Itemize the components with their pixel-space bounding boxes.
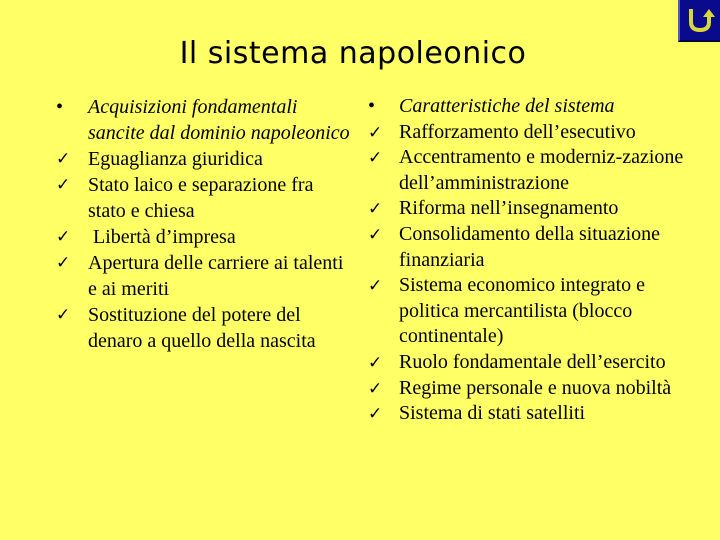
checkmark-icon: ✓	[56, 253, 71, 272]
list-item: ✓ Ruolo fondamentale dell’esercito	[368, 350, 708, 376]
list-item: ✓ Sistema economico integrato e politica mercantilista (blocco continentale)	[368, 274, 646, 348]
list-item: ✓ Libertà d’impresa	[56, 226, 236, 248]
checkmark-icon: ✓	[56, 305, 71, 324]
list-item: ✓ Apertura delle carriere ai talenti e ai meriti	[56, 252, 344, 300]
checkmark-icon: ✓	[368, 199, 383, 219]
checkmark-icon: ✓	[368, 352, 383, 372]
list-item: ✓ Riforma nell’insegnamento	[368, 196, 708, 222]
checkmark-icon: ✓	[56, 175, 71, 194]
list-item: ✓ Sostituzione del potere del denaro a quello della nascita	[56, 304, 316, 352]
list-item: ✓ Sistema di stati satelliti	[368, 401, 708, 427]
list-item: ✓ Accentramento e moderniz-zazione dell’amministrazione	[368, 146, 684, 194]
checkmark-icon: ✓	[368, 404, 383, 424]
checkmark-icon: ✓	[368, 148, 383, 168]
checkmark-icon: ✓	[368, 276, 383, 296]
list-item: ✓ Regime personale e nuova nobiltà	[368, 376, 708, 402]
bullet-icon: •	[368, 95, 376, 117]
return-button[interactable]	[678, 0, 720, 42]
right-column	[368, 94, 708, 427]
checkmark-icon: ✓	[368, 378, 383, 398]
right-heading-item	[368, 94, 708, 120]
left-column	[56, 94, 356, 354]
return-arrow-icon	[685, 5, 715, 35]
right-heading: Caratteristiche del sistema	[399, 95, 615, 117]
bullet-icon: •	[56, 96, 64, 118]
list-item: ✓ Eguaglianza giuridica	[56, 148, 263, 170]
page-title: Il sistema napoleonico	[179, 36, 527, 71]
checkmark-icon: ✓	[56, 149, 71, 168]
checkmark-icon: ✓	[368, 122, 383, 142]
left-heading: Acquisizioni fondamentali sancite dal dominio napoleonico	[88, 96, 350, 144]
list-item: ✓ Stato laico e separazione fra stato e chiesa	[56, 174, 314, 222]
checkmark-icon: ✓	[56, 227, 71, 246]
left-heading-item	[56, 94, 356, 146]
checkmark-icon: ✓	[368, 224, 383, 244]
list-item: ✓ Consolidamento della situazione finanziaria	[368, 222, 661, 271]
list-item: ✓ Rafforzamento dell’esecutivo	[368, 120, 708, 146]
